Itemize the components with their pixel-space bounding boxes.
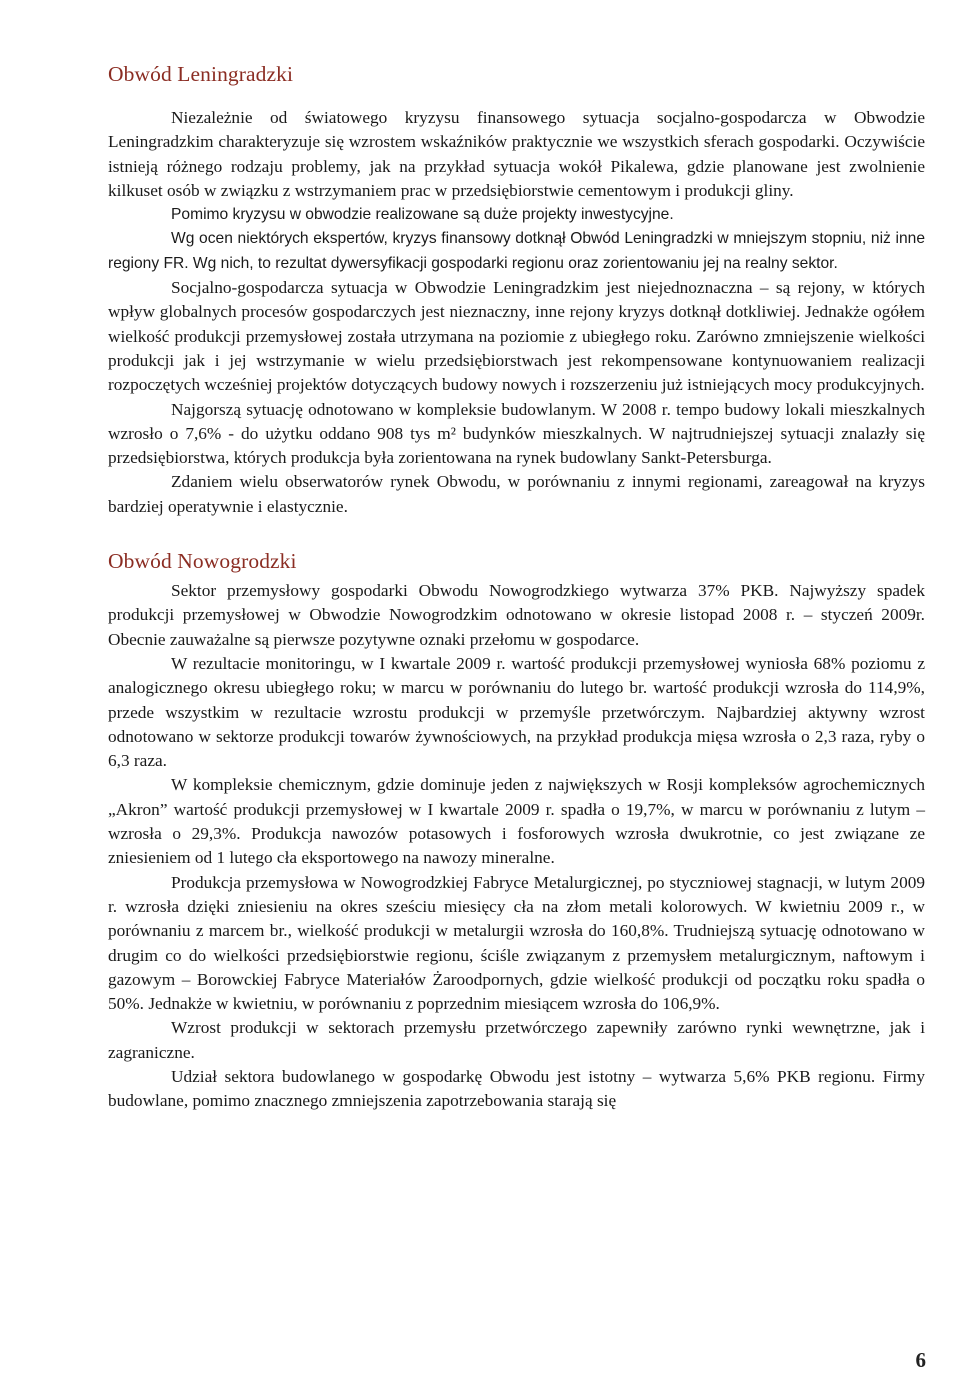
document-page — [108, 56, 925, 1114]
paragraph: Zdaniem wielu obserwatorów rynek Obwodu, w porównaniu z innymi regionami, zareagował na kryzys bardziej operatywnie i elastycznie. — [108, 472, 925, 516]
section-title-nowogrodzki: Obwód Nowogrodzki — [108, 549, 297, 574]
paragraph: Niezależnie od światowego kryzysu finansowego sytuacja socjalno-gospodarcza w Obwodzie Leningradzkim charakteryzuje się wzrostem wskaźników praktycznie we wszystkich sferach gospodarki. Oczywiście istnieją różnego rodzaju problemy, jak na przykład sytuacja wokół Pikalewa, gdzie planowane jest zwolnienie kilkuset osób w związku z wstrzymaniem prac w przedsiębiorstwie cementowym i produkcji gliny. — [108, 108, 925, 200]
paragraph: Produkcja przemysłowa w Nowogrodzkiej Fabryce Metalurgicznej, po styczniowej stagnacji, w lutym 2009 r. wzrosła dzięki zniesieniu na okres sześciu miesięcy cła na złom metali kolorowych. W kwietniu 2009 r., w porównaniu z marcem br., wielkość produkcji w metalurgii wzrosła do 160,8%. Trudniejszą sytuację odnotowano w drugim co do wielkości przedsiębiorstwie regionu, ściśle związanym z przemysłem metalurgicznym, naftowym i gazowym – Borowckiej Fabryce Materiałów Żaroodpornych, gdzie wielkość produkcji od początku roku spadła o 50%. Jednakże w kwietniu, w porównaniu z poprzednim miesiącem wzrosła do 106,9%. — [108, 872, 925, 1014]
paragraph: W kompleksie chemicznym, gdzie dominuje jeden z największych w Rosji kompleksów agrochemicznych „Akron” wartość produkcji przemysłowej w I kwartale 2009 r. spadła o 19,7%, w marcu w porównaniu z lutym – wzrosła o 29,3%. Produkcja nawozów potasowych i fosforowych wzrosła dwukrotnie, co jest związane ze zniesieniem od 1 lutego cła eksportowego na nawozy mineralne. — [108, 775, 925, 868]
paragraph: Socjalno-gospodarcza sytuacja w Obwodzie Leningradzkim jest niejednoznaczna – są rejony, w których wpływ globalnych procesów gospodarczych jest nieznaczny, inne rejony kryzys dotknął dotkliwiej. Jednakże ogółem wielkość produkcji przemysłowej została utrzymana na poziomie z ubiegłego roku. Zarówno zmniejszenie wielkości produkcji jak i jej wstrzymanie w wielu przedsiębiorstwach jest rekompensowane kontynuowaniem realizacji rozpoczętych wcześniej projektów dotyczących budowy nowych i rozszerzeniu już istniejących mocy produkcyjnych. — [108, 278, 925, 395]
paragraph: Najgorszą sytuację odnotowano w kompleksie budowlanym. W 2008 r. tempo budowy lokali mieszkalnych wzrosło o 7,6% - do użytku oddano 908 tys m² budynków mieszkalnych. W najtrudniejszej sytuacji znalazły się przedsiębiorstwa, których produkcja była zorientowana na rynek budowlany Sankt-Petersburga. — [108, 399, 925, 468]
paragraph: Sektor przemysłowy gospodarki Obwodu Nowogrodzkiego wytwarza 37% PKB. Najwyższy spadek produkcji przemysłowej w Obwodzie Nowogrodzkim odnotowano w okresie listopad 2008 r. – styczeń 2009r. Obecnie zauważalne są pierwsze pozytywne oznaki przełomu w gospodarce. — [108, 581, 925, 649]
page-number: 6 — [915, 1348, 926, 1372]
paragraph: Pomimo kryzysu w obwodzie realizowane są duże projekty inwestycyjne. — [171, 206, 674, 224]
paragraph: W rezultacie monitoringu, w I kwartale 2009 r. wartość produkcji przemysłowej wyniosła 68% poziomu z analogicznego okresu ubiegłego roku; w marcu w porównaniu do lutego br. wartość produkcji wzrosła do 114,9%, przede wszystkim w rezultacie wzrostu produkcji w przemyśle przetwórczym. Najbardziej aktywny wzrost odnotowano w sektorze produkcji towarów żywnościowych, na przykład produkcja mięsa wzrosła o 2,3 raza, ryby o 6,3 raza. — [108, 653, 925, 771]
paragraph: Wg ocen niektórych ekspertów, kryzys finansowy dotknął Obwód Leningradzki w mniejszym stopniu, niż inne regiony FR. Wg nich, to rezultat dywersyfikacji gospodarki regionu oraz zorientowaniu jej na realny sektor. — [108, 230, 925, 272]
paragraph: Udział sektora budowlanego w gospodarkę Obwodu jest istotny – wytwarza 5,6% PKB regionu. Firmy budowlane, pomimo znacznego zmniejszenia zapotrzebowania starają się — [108, 1066, 925, 1111]
paragraph: Wzrost produkcji w sektorach przemysłu przetwórczego zapewniły zarówno rynki wewnętrzne, jak i zagraniczne. — [108, 1018, 925, 1062]
section-title-leningradzki: Obwód Leningradzki — [108, 62, 294, 86]
